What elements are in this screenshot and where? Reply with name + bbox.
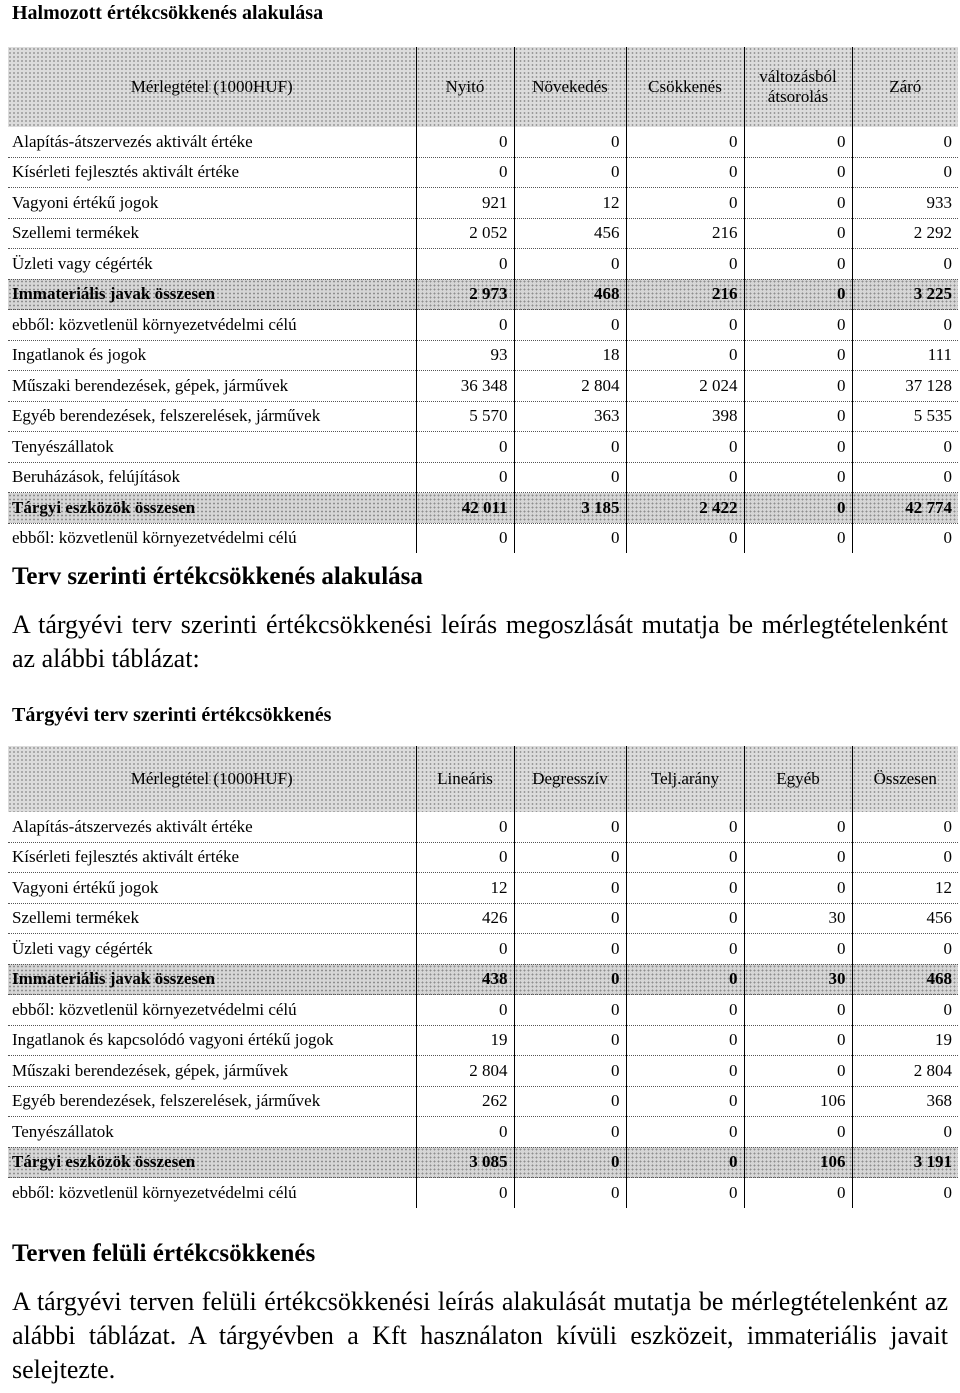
cell-value: 0: [744, 401, 852, 432]
cell-value: 0: [416, 249, 514, 280]
cell-value: 0: [626, 249, 744, 280]
table-row: [8, 462, 958, 493]
cell-value: 468: [852, 964, 958, 995]
cell-value: 438: [416, 964, 514, 995]
cell-value: 0: [514, 964, 626, 995]
row-label: Immateriális javak összesen: [8, 964, 416, 995]
row-label: ebből: közvetlenül környezetvédelmi célú: [12, 528, 297, 548]
cell-value: 2 024: [626, 371, 744, 402]
cell-value: 933: [852, 188, 958, 219]
table-header-row: [8, 47, 958, 127]
cell-value: 0: [626, 157, 744, 188]
cell-value: 216: [626, 279, 744, 310]
cell-value: 0: [744, 1056, 852, 1087]
cell-value: 0: [626, 1178, 744, 1208]
cell-value: 363: [514, 401, 626, 432]
cell-value: 921: [416, 188, 514, 219]
row-label: Vagyoni értékű jogok: [8, 873, 416, 904]
row-label: Tárgyi eszközök összesen: [8, 493, 416, 524]
column-header: Növekedés: [514, 47, 626, 127]
cell-value: 0: [744, 188, 852, 219]
cell-value: 0: [852, 462, 958, 493]
cell-value: 0: [416, 523, 514, 553]
cell-value: 0: [744, 249, 852, 280]
cell-value: 36 348: [416, 371, 514, 402]
cell-value: 0: [626, 432, 744, 463]
column-header: Csökkenés: [626, 47, 744, 127]
table-header-row: [8, 746, 958, 812]
cell-value: 0: [416, 842, 514, 873]
cell-value: 0: [852, 127, 958, 157]
column-header: Telj.arány: [626, 746, 744, 812]
cell-value: 0: [744, 218, 852, 249]
cell-value: 0: [744, 371, 852, 402]
cell-value: 0: [626, 188, 744, 219]
planned-depreciation-subtitle: Tárgyévi terv szerinti értékcsökkenés: [12, 704, 332, 726]
row-label: Ingatlanok és kapcsolódó vagyoni értékű jogok: [8, 1025, 416, 1056]
table-row: [8, 218, 958, 249]
planned-depreciation-heading: Terv szerinti értékcsökkenés alakulása: [12, 563, 423, 590]
row-label: Alapítás-átszervezés aktivált értéke: [8, 127, 416, 157]
cell-value: 0: [852, 812, 958, 842]
cell-value: 0: [416, 995, 514, 1026]
table-row-total: [8, 1147, 958, 1178]
cell-value: 0: [744, 493, 852, 524]
cell-value: 30: [744, 903, 852, 934]
table-row: [8, 523, 958, 553]
planned-depreciation-table: [8, 746, 958, 1208]
cell-value: 0: [626, 1086, 744, 1117]
cell-value: 456: [514, 218, 626, 249]
cell-value: 456: [852, 903, 958, 934]
cell-value: 0: [744, 127, 852, 157]
cell-value: 0: [852, 310, 958, 341]
cell-value: 0: [744, 462, 852, 493]
cell-value: 0: [514, 1056, 626, 1087]
table-row: [8, 1178, 958, 1208]
cell-value: 0: [744, 523, 852, 553]
extraordinary-depreciation-paragraph: A tárgyévi terven felüli értékcsökkenési leírás alakulását mutatja be mérlegtételenként az alábbi táblázat. A tárgyévben a Kft használaton kívüli eszközeit, immateriális javait selejtezte.: [12, 1287, 948, 1384]
cell-value: 0: [514, 310, 626, 341]
column-header: Degresszív: [514, 746, 626, 812]
column-header-item: Mérlegtétel (1000HUF): [8, 746, 416, 812]
cell-value: 0: [852, 432, 958, 463]
cell-value: 0: [852, 157, 958, 188]
row-label: Üzleti vagy cégérték: [8, 934, 416, 965]
cell-value: 0: [852, 523, 958, 553]
cell-value: 0: [514, 995, 626, 1026]
cell-value: 0: [626, 1117, 744, 1148]
cell-value: 0: [626, 1056, 744, 1087]
cell-value: 0: [416, 1117, 514, 1148]
cell-value: 0: [514, 1025, 626, 1056]
cell-value: 3 085: [416, 1147, 514, 1178]
table-row: [8, 432, 958, 463]
cell-value: 0: [514, 1086, 626, 1117]
cell-value: 0: [626, 903, 744, 934]
cell-value: 0: [514, 127, 626, 157]
cell-value: 0: [626, 340, 744, 371]
cell-value: 19: [852, 1025, 958, 1056]
cell-value: 0: [416, 127, 514, 157]
row-label: Immateriális javak összesen: [8, 279, 416, 310]
row-label: Tenyészállatok: [8, 1117, 416, 1148]
cell-value: 0: [744, 340, 852, 371]
cell-value: 0: [514, 812, 626, 842]
cell-value: 0: [514, 1147, 626, 1178]
table-row: [8, 1056, 958, 1087]
table-row: [8, 401, 958, 432]
column-header: Záró: [852, 47, 958, 127]
cell-value: 0: [744, 432, 852, 463]
row-label: Műszaki berendezések, gépek, járművek: [8, 1056, 416, 1087]
row-label: Tenyészállatok: [8, 432, 416, 463]
table-row-total: [8, 964, 958, 995]
cell-value: 2 973: [416, 279, 514, 310]
cell-value: 0: [744, 1178, 852, 1208]
cell-value: 3 191: [852, 1147, 958, 1178]
cell-value: 0: [744, 1025, 852, 1056]
planned-depreciation-paragraph: A tárgyévi terv szerinti értékcsökkenési leírás megoszlását mutatja be mérlegtételenként az alábbi táblázat:: [12, 610, 948, 673]
column-header: Összesen: [852, 746, 958, 812]
cell-value: 0: [626, 873, 744, 904]
cell-value: 0: [416, 934, 514, 965]
cell-value: 0: [514, 157, 626, 188]
row-label: Kísérleti fejlesztés aktivált értéke: [8, 842, 416, 873]
cell-value: 398: [626, 401, 744, 432]
cell-value: 0: [416, 462, 514, 493]
table-row: [8, 842, 958, 873]
table-row: [8, 934, 958, 965]
column-header: Lineáris: [416, 746, 514, 812]
extraordinary-depreciation-heading: Terven felüli értékcsökkenés: [12, 1240, 316, 1267]
cell-value: 12: [852, 873, 958, 904]
cell-value: 3 225: [852, 279, 958, 310]
cell-value: 0: [514, 523, 626, 553]
cell-value: 42 774: [852, 493, 958, 524]
cell-value: 0: [744, 873, 852, 904]
cell-value: 42 011: [416, 493, 514, 524]
cell-value: 0: [852, 249, 958, 280]
cell-value: 0: [852, 934, 958, 965]
table-row: [8, 157, 958, 188]
cell-value: 2 804: [514, 371, 626, 402]
cell-value: 2 804: [416, 1056, 514, 1087]
accumulated-depreciation-title: Halmozott értékcsökkenés alakulása: [12, 2, 324, 24]
cell-value: 0: [416, 432, 514, 463]
cell-value: 0: [744, 310, 852, 341]
cell-value: 0: [514, 873, 626, 904]
cell-value: 0: [626, 842, 744, 873]
row-label: Szellemi termékek: [8, 218, 416, 249]
table-row: [8, 310, 958, 341]
table-body: [8, 127, 958, 553]
cell-value: 0: [744, 842, 852, 873]
table-row: [8, 371, 958, 402]
cell-value: 12: [514, 188, 626, 219]
row-label: Kísérleti fejlesztés aktivált értéke: [8, 157, 416, 188]
cell-value: 0: [626, 523, 744, 553]
cell-value: 12: [416, 873, 514, 904]
table-row: [8, 188, 958, 219]
cell-value: 0: [514, 842, 626, 873]
cell-value: 0: [626, 310, 744, 341]
cell-value: 0: [514, 934, 626, 965]
cell-value: 3 185: [514, 493, 626, 524]
row-label: ebből: közvetlenül környezetvédelmi célú: [8, 995, 416, 1026]
table-row: [8, 127, 958, 157]
cell-value: 2 422: [626, 493, 744, 524]
cell-value: 30: [744, 964, 852, 995]
cell-value: 0: [416, 812, 514, 842]
cell-value: 106: [744, 1086, 852, 1117]
cell-value: 468: [514, 279, 626, 310]
row-label: Szellemi termékek: [8, 903, 416, 934]
cell-value: 0: [626, 964, 744, 995]
cell-value: 0: [626, 812, 744, 842]
cell-value: 0: [626, 1147, 744, 1178]
row-label: Műszaki berendezések, gépek, járművek: [8, 371, 416, 402]
cell-value: 2 292: [852, 218, 958, 249]
cell-value: 111: [852, 340, 958, 371]
cell-value: 0: [626, 127, 744, 157]
cell-value: 93: [416, 340, 514, 371]
row-label: ebből: közvetlenül környezetvédelmi célú: [12, 1182, 297, 1202]
column-header: Nyitó: [416, 47, 514, 127]
table-row: [8, 873, 958, 904]
cell-value: 2 052: [416, 218, 514, 249]
table-row: [8, 340, 958, 371]
row-label: Tárgyi eszközök összesen: [8, 1147, 416, 1178]
table-row-total: [8, 493, 958, 524]
cell-value: 0: [626, 934, 744, 965]
column-header-item: Mérlegtétel (1000HUF): [8, 47, 416, 127]
cell-value: 0: [744, 812, 852, 842]
row-label: Vagyoni értékű jogok: [8, 188, 416, 219]
row-label: Egyéb berendezések, felszerelések, járművek: [8, 401, 416, 432]
cell-value: 5 570: [416, 401, 514, 432]
cell-value: 0: [416, 157, 514, 188]
cell-value: 0: [514, 903, 626, 934]
cell-value: 216: [626, 218, 744, 249]
cell-value: 0: [744, 1117, 852, 1148]
cell-value: 0: [416, 310, 514, 341]
cell-value: 106: [744, 1147, 852, 1178]
table-row: [8, 1117, 958, 1148]
cell-value: 19: [416, 1025, 514, 1056]
column-header: Egyéb: [744, 746, 852, 812]
table-row: [8, 1025, 958, 1056]
cell-value: 0: [626, 1025, 744, 1056]
cell-value: 18: [514, 340, 626, 371]
cell-value: 0: [626, 995, 744, 1026]
cell-value: 37 128: [852, 371, 958, 402]
cell-value: 0: [514, 462, 626, 493]
row-label: Ingatlanok és jogok: [8, 340, 416, 371]
table-row: [8, 1086, 958, 1117]
cell-value: 262: [416, 1086, 514, 1117]
cell-value: 0: [852, 1117, 958, 1148]
row-label: Alapítás-átszervezés aktivált értéke: [8, 812, 416, 842]
row-label: ebből: közvetlenül környezetvédelmi célú: [8, 310, 416, 341]
accumulated-depreciation-table: [8, 47, 958, 553]
cell-value: 0: [514, 1117, 626, 1148]
cell-value: 5 535: [852, 401, 958, 432]
cell-value: 426: [416, 903, 514, 934]
cell-value: 0: [852, 842, 958, 873]
table-row: [8, 249, 958, 280]
cell-value: 0: [744, 157, 852, 188]
cell-value: 0: [852, 1178, 958, 1208]
row-label: Üzleti vagy cégérték: [8, 249, 416, 280]
table-row: [8, 812, 958, 842]
cell-value: 0: [744, 279, 852, 310]
table-row-total: [8, 279, 958, 310]
cell-value: 0: [416, 1178, 514, 1208]
column-header: változásból átsorolás: [744, 47, 852, 127]
cell-value: 0: [514, 432, 626, 463]
cell-value: 0: [626, 462, 744, 493]
cell-value: 368: [852, 1086, 958, 1117]
cell-value: 0: [852, 995, 958, 1026]
row-label: Beruházások, felújítások: [8, 462, 416, 493]
cell-value: 0: [514, 1178, 626, 1208]
cell-value: 2 804: [852, 1056, 958, 1087]
cell-value: 0: [514, 249, 626, 280]
cell-value: 0: [744, 934, 852, 965]
table-row: [8, 995, 958, 1026]
table-row: [8, 903, 958, 934]
table-body: [8, 812, 958, 1208]
cell-value: 0: [744, 995, 852, 1026]
row-label: Egyéb berendezések, felszerelések, járművek: [8, 1086, 416, 1117]
